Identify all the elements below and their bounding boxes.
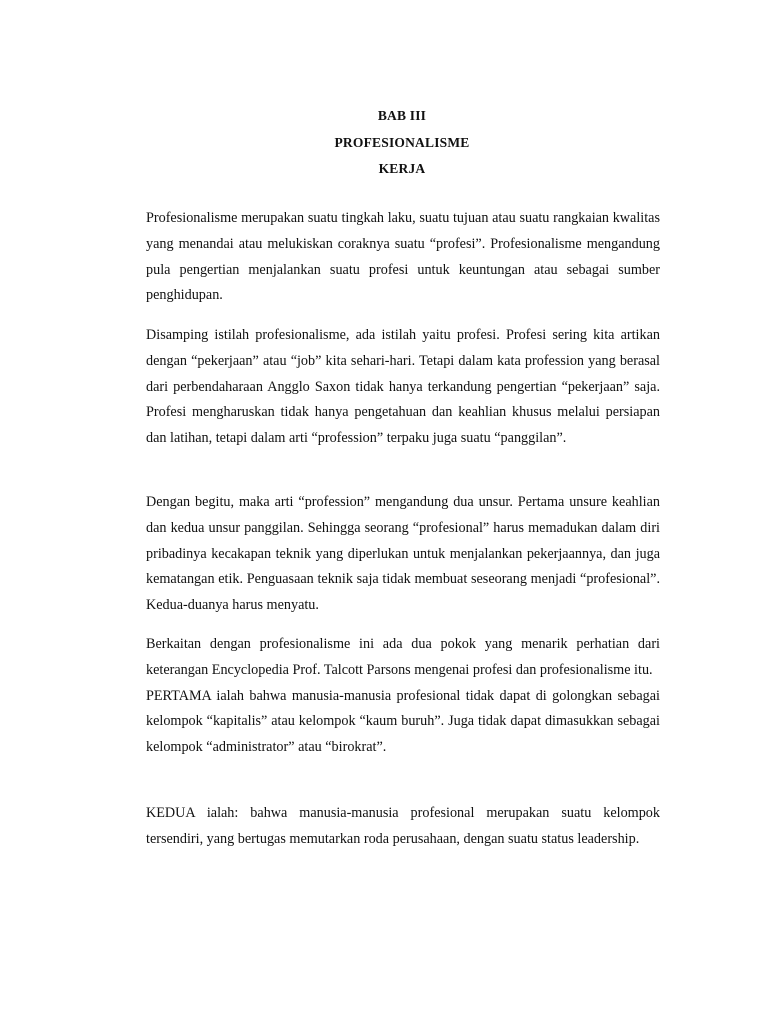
paragraph-text: PERTAMA ialah bahwa manusia-manusia profesional tidak dapat di golongkan sebagai kelompok “kapitalis” atau kelompok “kaum buruh”. Juga tidak dapat dimasukkan sebagai kelompok “administrator” atau “birokrat”. xyxy=(146,687,660,756)
paragraph-4-and-5 xyxy=(146,632,660,761)
paragraph-1 xyxy=(146,206,660,309)
paragraph-text: Disamping istilah profesionalisme, ada istilah yaitu profesi. Profesi sering kita artikan dengan “pekerjaan” atau “job” kita sehari-hari. Tetapi dalam kata profession yang berasal dari perbendaharaan Angglo Saxon tidak hanya terkandung pengertian “pekerjaan” saja. Profesi mengharuskan tidak hanya pengetahuan dan keahlian khusus melalui persiapan dan latihan, tetapi dalam arti “profession” terpaku juga suatu “panggilan”. xyxy=(146,327,660,447)
paragraph-3 xyxy=(146,490,660,619)
paragraph-text: Dengan begitu, maka arti “profession” mengandung dua unsur. Pertama unsure keahlian dan kedua unsur panggilan. Sehingga seorang “profesional” harus memadukan dalam diri pribadinya kecakapan teknik yang diperlukan untuk menjalankan pekerjaannya, dan juga kematangan etik. Penguasaan teknik saja tidak membuat seseorang menjadi “profesional”. Kedua-duanya harus menyatu. xyxy=(146,494,660,614)
paragraph-text: KEDUA ialah: bahwa manusia-manusia profesional merupakan suatu kelompok tersendiri, yang bertugas memutarkan roda perusahaan, dengan suatu status leadership. xyxy=(146,805,660,847)
chapter-title-line-1: PROFESIONALISME xyxy=(334,135,470,150)
chapter-title-line-2: KERJA xyxy=(378,161,426,176)
paragraph-6 xyxy=(146,801,660,853)
paragraph-text: Berkaitan dengan profesionalisme ini ada dua pokok yang menarik perhatian dari keterangan Encyclopedia Prof. Talcott Parsons mengenai profesi dan profesionalisme itu. xyxy=(146,636,660,678)
chapter-number: BAB III xyxy=(377,108,427,123)
paragraph-2 xyxy=(146,323,660,452)
paragraph-text: Profesionalisme merupakan suatu tingkah laku, suatu tujuan atau suatu rangkaian kwalitas yang menandai atau melukiskan coraknya suatu “profesi”. Profesionalisme mengandung pula pengertian menjalankan suatu profesi untuk keuntungan atau sebagai sumber penghidupan. xyxy=(146,210,660,304)
